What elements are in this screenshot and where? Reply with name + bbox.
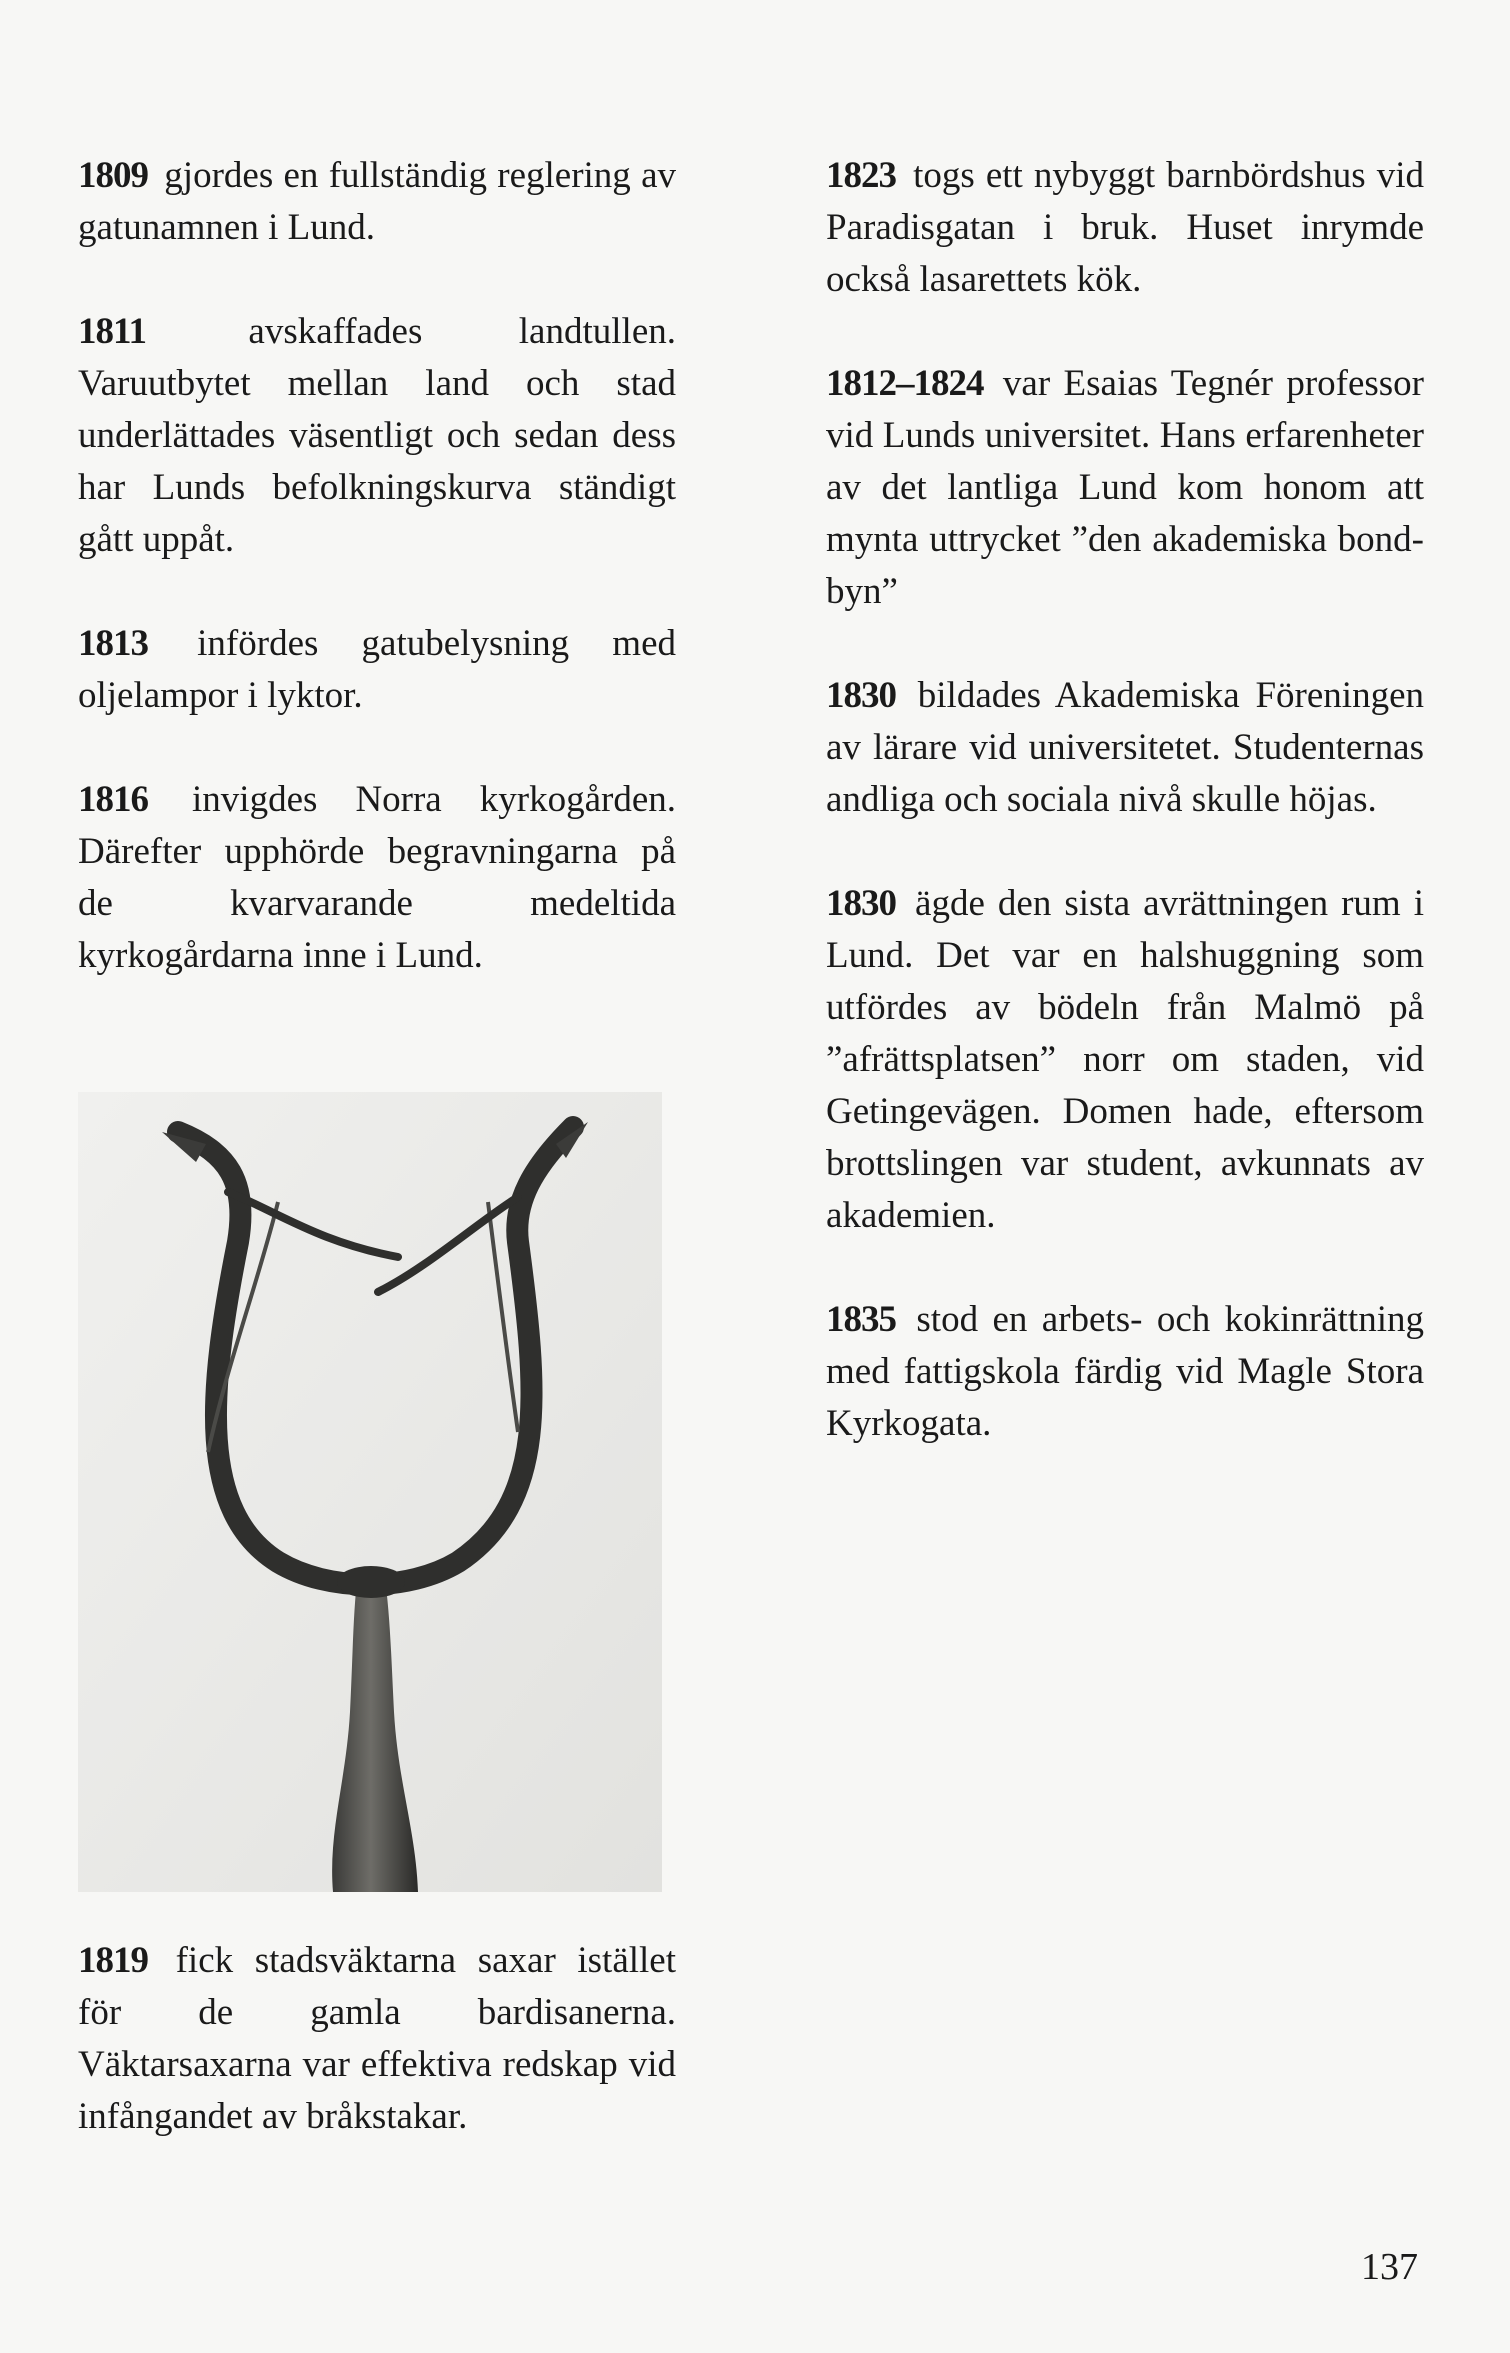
entry-year: 1813 [78,623,148,664]
left-column [78,150,676,1034]
entry-year: 1812–1824 [826,363,984,404]
page-number: 137 [1361,2246,1418,2288]
entry-text: invigdes Norra kyrkogården. Därefter upphörde begravningarna på de kvarvarande medeltida kyrkogårdarna inne i Lund. [78,779,676,976]
entry-year: 1823 [826,155,896,196]
entry-text: gjordes en fullständig reglering av gatunamnen i Lund. [78,155,677,248]
entry-1809 [78,150,676,254]
entry-year: 1811 [78,311,146,352]
entry-year: 1830 [826,883,896,924]
entry-text: var Esaias Tegnér professor vid Lunds universitet. Hans erfarenheter av det lantliga Lund kom honom att mynta uttrycket ”den akademiska bondbyn” [826,363,1425,612]
entry-1812-1824 [826,358,1424,618]
entry-text: bildades Akademiska Föreningen av lärare vid universitetet. Studenternas andliga och sociala nivå skulle höjas. [826,675,1425,820]
watchman-fork-icon [78,1092,662,1892]
entry-1835 [826,1294,1424,1450]
entry-year: 1819 [78,1940,148,1981]
entry-text: ägde den sista avrättningen rum i Lund. Det var en halshuggning som utfördes av bödeln från Malmö på ”afrättsplatsen” norr om staden, vid Getingevägen. Domen hade, eftersom brottslingen var student, avkunnats av akademien. [826,883,1425,1236]
watchman-fork-photo [78,1092,662,1892]
entry-1823 [826,150,1424,306]
entry-1819 [78,1935,676,2143]
entry-1830-b [826,878,1424,1242]
right-column [826,150,1424,1502]
entry-year: 1830 [826,675,896,716]
entry-1816 [78,774,676,982]
entry-text: fick stadsväktarna saxar istället för de gamla bardisanerna. Väktarsaxarna var effektiva redskap vid infångandet av bråkstakar. [78,1940,677,2137]
entry-1830-a [826,670,1424,826]
entry-1811 [78,306,676,566]
entry-text: stod en arbets- och kokinrättning med fattigskola färdig vid Magle Stora Kyrkogata. [826,1299,1424,1444]
entry-text: infördes gatubelysning med oljelampor i lyktor. [78,623,676,716]
left-column-bottom [78,1935,676,2195]
entry-year: 1835 [826,1299,896,1340]
entry-text: avskaffades landtullen. Varuutbytet mellan land och stad underlättades väsentligt och sedan dess har Lunds befolkningskurva ständigt gått uppåt. [78,311,676,560]
entry-text: togs ett nybyggt barnbördshus vid Paradisgatan i bruk. Huset inrymde också lasarettets kök. [826,155,1425,300]
entry-year: 1816 [78,779,148,820]
entry-1813 [78,618,676,722]
entry-year: 1809 [78,155,148,196]
